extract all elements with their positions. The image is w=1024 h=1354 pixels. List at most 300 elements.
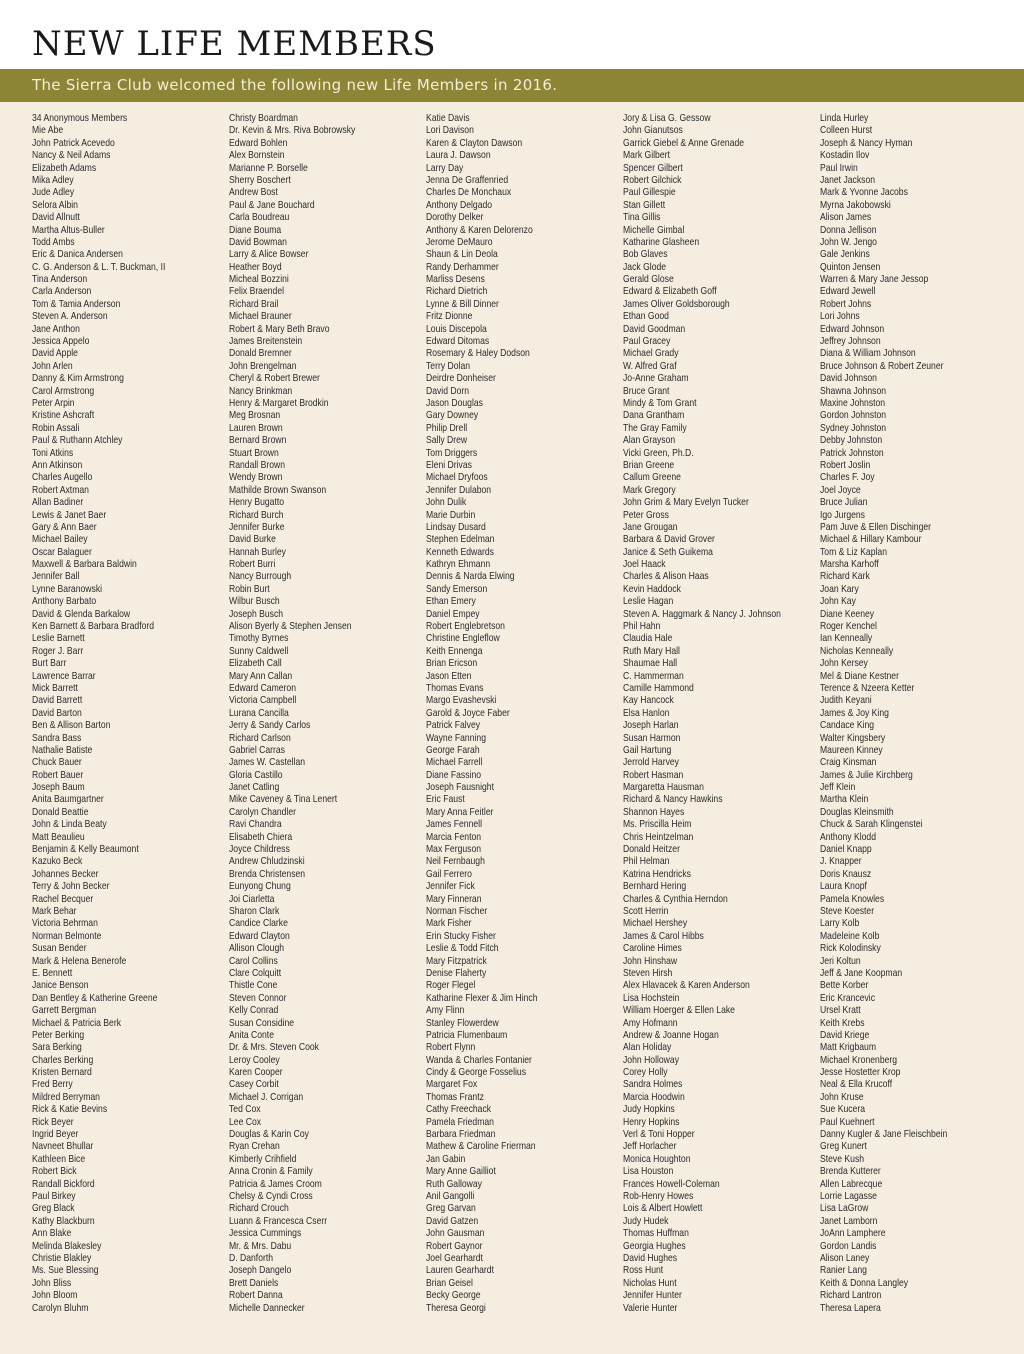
member-name: Wilbur Busch <box>229 595 280 608</box>
member-name: Henry Hopkins <box>623 1115 680 1128</box>
member-name: Jennifer Ball <box>32 570 80 583</box>
member-name: Walter Kingsbery <box>820 731 886 744</box>
member-name: Pam Juve & Ellen Dischinger <box>820 520 932 533</box>
member-name: Bruce Johnson & Robert Zeuner <box>820 359 944 372</box>
member-name: Karen & Clayton Dawson <box>426 136 523 149</box>
member-name: Robert Burri <box>229 558 276 571</box>
member-name: Becky George <box>426 1289 481 1302</box>
member-name: Camille Hammond <box>623 681 694 694</box>
member-name: Alison Byerly & Stephen Jensen <box>229 620 352 633</box>
member-name: Mick Barrett <box>32 681 78 694</box>
member-name: Charles De Monchaux <box>426 186 512 199</box>
member-name: Mary Anna Feitler <box>426 805 494 818</box>
member-name: Andrew Bost <box>229 186 278 199</box>
member-name: Gordon Johnston <box>820 409 887 422</box>
member-name: David Barrett <box>32 694 83 707</box>
member-column-4 <box>623 112 813 1314</box>
member-name: Jeffrey Johnson <box>820 335 881 348</box>
member-name: Mary Fitzpatrick <box>426 954 487 967</box>
member-name: Elizabeth Adams <box>32 161 97 174</box>
member-name: The Gray Family <box>623 421 687 434</box>
member-name: Quinton Jensen <box>820 260 881 273</box>
member-name: John Patrick Acevedo <box>32 136 115 149</box>
member-name: Joseph Harlan <box>623 719 679 732</box>
member-name: Joi Ciarletta <box>229 892 275 905</box>
member-name: Patrick Falvey <box>426 719 481 732</box>
member-name: James & Julie Kirchberg <box>820 768 913 781</box>
member-name: David Hughes <box>623 1251 678 1264</box>
member-name: Tina Gillis <box>623 211 661 224</box>
member-name: Sandra Bass <box>32 731 82 744</box>
member-name: Wendy Brown <box>229 471 283 484</box>
member-name: Maxine Johnston <box>820 396 886 409</box>
member-name: Thomas Evans <box>426 681 484 694</box>
member-name: Sharon Clark <box>229 905 280 917</box>
member-name: David Goodman <box>623 322 686 335</box>
member-name: Sandra Holmes <box>623 1078 683 1091</box>
member-name: Anil Gangolli <box>426 1189 475 1202</box>
member-name: Shaun & Lin Deola <box>426 248 498 261</box>
member-name: John Brengelman <box>229 359 297 372</box>
member-name: Linda Hurley <box>820 112 869 124</box>
member-name: Alex Hlavacek & Karen Anderson <box>623 979 750 992</box>
member-name: Robert & Mary Beth Bravo <box>229 322 330 335</box>
member-name: Jan Gabin <box>426 1152 466 1165</box>
member-name: Greg Black <box>32 1202 75 1215</box>
member-name: 34 Anonymous Members <box>32 112 128 124</box>
member-name: Carol Armstrong <box>32 384 95 397</box>
member-name: J. Knapper <box>820 855 862 868</box>
member-name: Michael & Patricia Berk <box>32 1016 122 1029</box>
member-name: Sydney Johnston <box>820 421 887 434</box>
member-name: John Hinshaw <box>623 954 678 967</box>
member-name: Gail Hartung <box>623 743 672 756</box>
member-name: David Burke <box>229 533 276 546</box>
member-name: Monica Houghton <box>623 1152 691 1165</box>
member-name: Kay Hancock <box>623 694 674 707</box>
member-name: Philip Drell <box>426 421 468 434</box>
member-name: Tom & Liz Kaplan <box>820 545 888 558</box>
member-name: Anthony Delgado <box>426 198 493 211</box>
member-name: Paul Gracey <box>623 335 671 348</box>
member-name: Richard Burch <box>229 508 284 521</box>
member-name: Alison Laney <box>820 1251 870 1264</box>
member-name: Alex Bornstein <box>229 149 285 162</box>
member-name: Doris Knausz <box>820 867 872 880</box>
member-name: David & Glenda Barkalow <box>32 607 131 620</box>
member-name: Judy Hopkins <box>623 1103 675 1116</box>
member-name: Hannah Burley <box>229 545 286 558</box>
member-name: Frances Howell-Coleman <box>623 1177 720 1190</box>
member-name: Todd Ambs <box>32 235 75 248</box>
member-name: Ryan Crehan <box>229 1140 280 1153</box>
member-name: Eleni Drivas <box>426 458 472 471</box>
member-name: Maxwell & Barbara Baldwin <box>32 558 137 571</box>
member-name: Brett Daniels <box>229 1276 279 1289</box>
member-name: James W. Castellan <box>229 756 306 769</box>
member-name: Claudia Hale <box>623 632 673 645</box>
member-name: Roger J. Barr <box>32 644 84 657</box>
member-name: Cheryl & Robert Brewer <box>229 372 320 385</box>
member-name: Charles Berking <box>32 1053 94 1066</box>
member-name: Kathy Blackburn <box>32 1214 95 1227</box>
member-name: Jeri Koltun <box>820 954 861 967</box>
member-name: Steven A. Anderson <box>32 310 108 323</box>
member-name: Michael Brauner <box>229 310 292 323</box>
member-name: Keith Ennenga <box>426 644 483 657</box>
member-name: Jory & Lisa G. Gessow <box>623 112 711 124</box>
member-name: John Gianutsos <box>623 124 683 137</box>
member-name: Barbara Friedman <box>426 1128 496 1141</box>
member-name: Ted Cox <box>229 1103 261 1116</box>
member-name: Ethan Good <box>623 310 669 323</box>
member-name: Carolyn Chandler <box>229 805 297 818</box>
member-name: Paul Gillespie <box>623 186 676 199</box>
member-name: Kathryn Ehmann <box>426 558 491 571</box>
member-name: Robert Bauer <box>32 768 84 781</box>
member-name: Jane Grougan <box>623 520 678 533</box>
member-name: Mary Ann Callan <box>229 669 293 682</box>
member-name: John Grim & Mary Evelyn Tucker <box>623 496 749 509</box>
member-name: Stanley Flowerdew <box>426 1016 499 1029</box>
member-name: Caroline Himes <box>623 942 682 955</box>
member-name: Amy Hofmann <box>623 1016 678 1029</box>
member-name: Robert Gaynor <box>426 1239 483 1252</box>
member-name: Bruce Julian <box>820 496 868 509</box>
member-name: Ben & Allison Barton <box>32 719 111 732</box>
member-name: Joseph & Nancy Hyman <box>820 136 913 149</box>
member-name: Carla Anderson <box>32 285 92 298</box>
member-name: Edward Clayton <box>229 929 290 942</box>
member-name: C. G. Anderson & L. T. Buckman, II <box>32 260 166 273</box>
member-name: Eric & Danica Andersen <box>32 248 123 261</box>
member-name: Michael Farrell <box>426 756 483 769</box>
member-name: Terry Dolan <box>426 359 471 372</box>
member-name: Donald Beattie <box>32 805 89 818</box>
member-name: Jennifer Burke <box>229 520 285 533</box>
member-name: Brenda Christensen <box>229 867 306 880</box>
member-name: Brian Geisel <box>426 1276 473 1289</box>
member-name: Christie Blakley <box>32 1251 92 1264</box>
member-name: Ravi Chandra <box>229 818 282 831</box>
member-name: Terry & John Becker <box>32 880 110 893</box>
member-name: Eric Krancevic <box>820 991 876 1004</box>
member-name: Randall Bickford <box>32 1177 95 1190</box>
member-name: Erin Stucky Fisher <box>426 929 496 942</box>
member-name: Clare Colquitt <box>229 966 282 979</box>
member-name: Mark Behar <box>32 905 77 917</box>
member-name: Igo Jurgens <box>820 508 865 521</box>
member-name: David Gatzen <box>426 1214 479 1227</box>
member-column-5 <box>820 112 1010 1314</box>
member-name: Laura J. Dawson <box>426 149 491 162</box>
member-name: Lee Cox <box>229 1115 262 1128</box>
member-name: Mel & Diane Kestner <box>820 669 899 682</box>
member-name: Gordon Landis <box>820 1239 877 1252</box>
member-name: Edward Cameron <box>229 681 296 694</box>
member-name: Kathleen Bice <box>32 1152 86 1165</box>
member-name: Max Ferguson <box>426 843 482 856</box>
member-name: Ruth Mary Hall <box>623 644 680 657</box>
member-name: Gary & Ann Baer <box>32 520 97 533</box>
member-name: Jesse Hostetter Krop <box>820 1066 901 1079</box>
member-name: Stuart Brown <box>229 446 279 459</box>
member-name: Michael Kronenberg <box>820 1053 898 1066</box>
member-name: Janet Jackson <box>820 173 876 186</box>
member-name: Neal & Ella Krucoff <box>820 1078 893 1091</box>
member-name: Myrna Jakobowski <box>820 198 891 211</box>
member-name: Ethan Emery <box>426 595 476 608</box>
member-name: Dan Bentley & Katherine Greene <box>32 991 158 1004</box>
member-name: Robert Johns <box>820 297 872 310</box>
member-name: Lewis & Janet Baer <box>32 508 107 521</box>
member-name: Diane Fassino <box>426 768 482 781</box>
member-name: Marie Durbin <box>426 508 476 521</box>
member-name: Michelle Gimbal <box>623 223 685 236</box>
member-name: Kristen Bernard <box>32 1066 92 1079</box>
member-name: Michael Grady <box>623 347 679 360</box>
member-name: Robert Bick <box>32 1165 77 1178</box>
member-name: Nancy & Neil Adams <box>32 149 111 162</box>
member-name: Chris Heintzelman <box>623 830 694 843</box>
member-name: Mark Fisher <box>426 917 472 930</box>
member-name: John Bloom <box>32 1289 78 1302</box>
member-name: Larry Kolb <box>820 917 860 930</box>
member-name: Ranier Lang <box>820 1264 867 1277</box>
member-name: Susan Harmon <box>623 731 681 744</box>
member-name: Jude Adley <box>32 186 75 199</box>
member-name: D. Danforth <box>229 1251 274 1264</box>
member-name: Eric Faust <box>426 793 465 806</box>
member-name: Andrew Chludzinski <box>229 855 305 868</box>
member-name: Margaretta Hausman <box>623 781 704 794</box>
member-name: Robert Danna <box>229 1289 283 1302</box>
member-name: Kristine Ashcraft <box>32 409 95 422</box>
member-name: Bruce Grant <box>623 384 670 397</box>
member-name: Joyce Childress <box>229 843 290 856</box>
member-name: Robert Englebretson <box>426 620 505 633</box>
member-name: Barbara & David Grover <box>623 533 715 546</box>
member-name: Lisa LaGrow <box>820 1202 869 1215</box>
member-name: Meg Brosnan <box>229 409 281 422</box>
member-name: Craig Kinsman <box>820 756 877 769</box>
member-name: E. Bennett <box>32 966 73 979</box>
member-name: John Gausman <box>426 1227 485 1240</box>
member-name: Greg Garvan <box>426 1202 476 1215</box>
member-name: Richard Carlson <box>229 731 291 744</box>
member-name: Colleen Hurst <box>820 124 873 137</box>
member-name: Jeff & Jane Koopman <box>820 966 903 979</box>
member-name: Mark Gregory <box>623 483 676 496</box>
member-name: Sherry Boschert <box>229 173 291 186</box>
member-name: Leslie Barnett <box>32 632 85 645</box>
member-name: Lindsay Dusard <box>426 520 486 533</box>
member-name: Joel Gearhardt <box>426 1251 483 1264</box>
member-name: Rachel Becquer <box>32 892 94 905</box>
member-name: Christine Engleflow <box>426 632 500 645</box>
member-name: Charles F. Joy <box>820 471 875 484</box>
member-name: Alison James <box>820 211 872 224</box>
member-name: James Oliver Goldsborough <box>623 297 730 310</box>
member-name: Donald Heitzer <box>623 843 680 856</box>
member-name: Nancy Brinkman <box>229 384 293 397</box>
member-name: Jane Anthon <box>32 322 80 335</box>
member-column-3 <box>426 112 616 1314</box>
member-name: Susan Bender <box>32 942 87 955</box>
member-name: James Fennell <box>426 818 482 831</box>
member-name: Scott Herrin <box>623 905 669 917</box>
member-name: Dana Grantham <box>623 409 685 422</box>
member-name: Fritz Dionne <box>426 310 473 323</box>
member-name: Richard Kark <box>820 570 870 583</box>
member-name: Lauren Gearhardt <box>426 1264 494 1277</box>
member-name: Candice Clarke <box>229 917 288 930</box>
member-name: Debby Johnston <box>820 434 883 447</box>
member-name: Leslie & Todd Fitch <box>426 942 499 955</box>
member-name: Alan Grayson <box>623 434 676 447</box>
member-name: Keith Krebs <box>820 1016 865 1029</box>
member-name: Allen Labrecque <box>820 1177 883 1190</box>
member-name: Timothy Byrnes <box>229 632 289 645</box>
member-name: Garold & Joyce Faber <box>426 706 510 719</box>
member-name: David Dorn <box>426 384 470 397</box>
member-name: Chuck & Sarah Klingenstei <box>820 818 923 831</box>
member-name: Shawna Johnson <box>820 384 887 397</box>
member-name: Cathy Freechack <box>426 1103 492 1116</box>
member-name: Tom Driggers <box>426 446 478 459</box>
member-name: Candace King <box>820 719 875 732</box>
member-name: Tom & Tamia Anderson <box>32 297 121 310</box>
member-name: Johannes Becker <box>32 867 99 880</box>
member-name: Jennifer Dulabon <box>426 483 492 496</box>
member-name: Steve Koester <box>820 905 875 917</box>
member-name: Marliss Desens <box>426 273 485 286</box>
member-name: David Johnson <box>820 372 877 385</box>
member-name: John Dulik <box>426 496 467 509</box>
member-name: Lois & Albert Howlett <box>623 1202 703 1215</box>
member-name: Stephen Edelman <box>426 533 495 546</box>
member-name: Janet Catling <box>229 781 280 794</box>
member-name: Gerald Glose <box>623 273 674 286</box>
member-name: Ms. Sue Blessing <box>32 1264 99 1277</box>
member-name: Peter Berking <box>32 1028 85 1041</box>
member-name: Georgia Hughes <box>623 1239 686 1252</box>
member-name: Katrina Hendricks <box>623 867 691 880</box>
member-name: Patricia Flumenbaum <box>426 1028 508 1041</box>
member-name: Janice Benson <box>32 979 89 992</box>
subtitle-band <box>0 69 1024 102</box>
member-name: Joseph Busch <box>229 607 284 620</box>
member-name: Donald Bremner <box>229 347 292 360</box>
member-name: Jo-Anne Graham <box>623 372 689 385</box>
member-name: Edward Jewell <box>820 285 876 298</box>
member-name: Benjamin & Kelly Beaumont <box>32 843 139 856</box>
member-name: Greg Kunert <box>820 1140 867 1153</box>
member-name: Gary Downey <box>426 409 479 422</box>
member-name: Lisa Hochstein <box>623 991 680 1004</box>
member-name: Jennifer Fick <box>426 880 475 893</box>
member-name: Margo Evashevski <box>426 694 497 707</box>
member-name: JoAnn Lamphere <box>820 1227 886 1240</box>
member-name: Danny Kugler & Jane Fleischbein <box>820 1128 948 1141</box>
member-name: Robin Assali <box>32 421 80 434</box>
member-name: Wayne Fanning <box>426 731 486 744</box>
member-name: Robert Flynn <box>426 1041 476 1054</box>
member-name: Kimberly Crihfield <box>229 1152 297 1165</box>
member-name: Valerie Hunter <box>623 1301 678 1314</box>
member-name: James Breitenstein <box>229 335 303 348</box>
member-name: Theresa Georgi <box>426 1301 486 1314</box>
member-name: Diana & William Johnson <box>820 347 916 360</box>
member-name: W. Alfred Graf <box>623 359 677 372</box>
member-name: Fred Berry <box>32 1078 73 1091</box>
member-name: Spencer Gilbert <box>623 161 683 174</box>
page-subtitle: The Sierra Club welcomed the following new Life Members in 2016. <box>32 76 558 94</box>
member-name: Oscar Balaguer <box>32 545 92 558</box>
member-name: Peter Arpin <box>32 396 75 409</box>
member-name: Jerome DeMauro <box>426 235 493 248</box>
member-name: George Farah <box>426 743 480 756</box>
member-name: Paul & Jane Bouchard <box>229 198 315 211</box>
member-name: Lynne Baranowski <box>32 582 103 595</box>
member-name: Kelly Conrad <box>229 1004 279 1017</box>
member-name: Garrick Giebel & Anne Grenade <box>623 136 745 149</box>
member-name: John Kersey <box>820 657 868 670</box>
member-name: Robin Burt <box>229 582 270 595</box>
member-name: Paul Birkey <box>32 1189 76 1202</box>
member-name: Amy Flinn <box>426 1004 465 1017</box>
member-name: Gale Jenkins <box>820 248 870 261</box>
member-name: Janet Lamborn <box>820 1214 878 1227</box>
member-name: Anita Baumgartner <box>32 793 104 806</box>
member-name: Dennis & Narda Elwing <box>426 570 515 583</box>
member-name: Dr. Kevin & Mrs. Riva Bobrowsky <box>229 124 356 137</box>
member-name: Victoria Behrman <box>32 917 98 930</box>
member-name: Charles Augello <box>32 471 93 484</box>
member-name: Danny & Kim Armstrong <box>32 372 124 385</box>
member-name: Richard Crouch <box>229 1202 289 1215</box>
member-name: Ursel Kratt <box>820 1004 861 1017</box>
member-name: Mark Gilbert <box>623 149 670 162</box>
member-name: Mike Caveney & Tina Lenert <box>229 793 338 806</box>
member-name: Eunyong Chung <box>229 880 291 893</box>
member-name: Anthony & Karen Delorenzo <box>426 223 533 236</box>
member-name: Judy Hudek <box>623 1214 669 1227</box>
member-name: Mika Adley <box>32 173 74 186</box>
member-name: Richard Brail <box>229 297 279 310</box>
member-name: Carol Collins <box>229 954 278 967</box>
member-name: Andrew & Joanne Hogan <box>623 1028 719 1041</box>
member-name: Edward Johnson <box>820 322 885 335</box>
member-name: Leroy Cooley <box>229 1053 280 1066</box>
member-name: Leslie Hagan <box>623 595 674 608</box>
member-name: Wanda & Charles Fontanier <box>426 1053 532 1066</box>
member-name: Ann Blake <box>32 1227 72 1240</box>
member-name: Brian Greene <box>623 458 675 471</box>
member-name: Deirdre Donheiser <box>426 372 496 385</box>
member-name: Michael Dryfoos <box>426 471 488 484</box>
member-name: Rick & Katie Bevins <box>32 1103 108 1116</box>
member-name: Margaret Fox <box>426 1078 478 1091</box>
member-name: Verl & Toni Hopper <box>623 1128 695 1141</box>
member-name: Sally Drew <box>426 434 468 447</box>
member-name: Rosemary & Haley Dodson <box>426 347 530 360</box>
member-name: Nicholas Kenneally <box>820 644 894 657</box>
member-name: Jack Glode <box>623 260 667 273</box>
member-name: Alan Holiday <box>623 1041 672 1054</box>
member-name: Richard Dietrich <box>426 285 488 298</box>
member-name: Elizabeth Call <box>229 657 282 670</box>
